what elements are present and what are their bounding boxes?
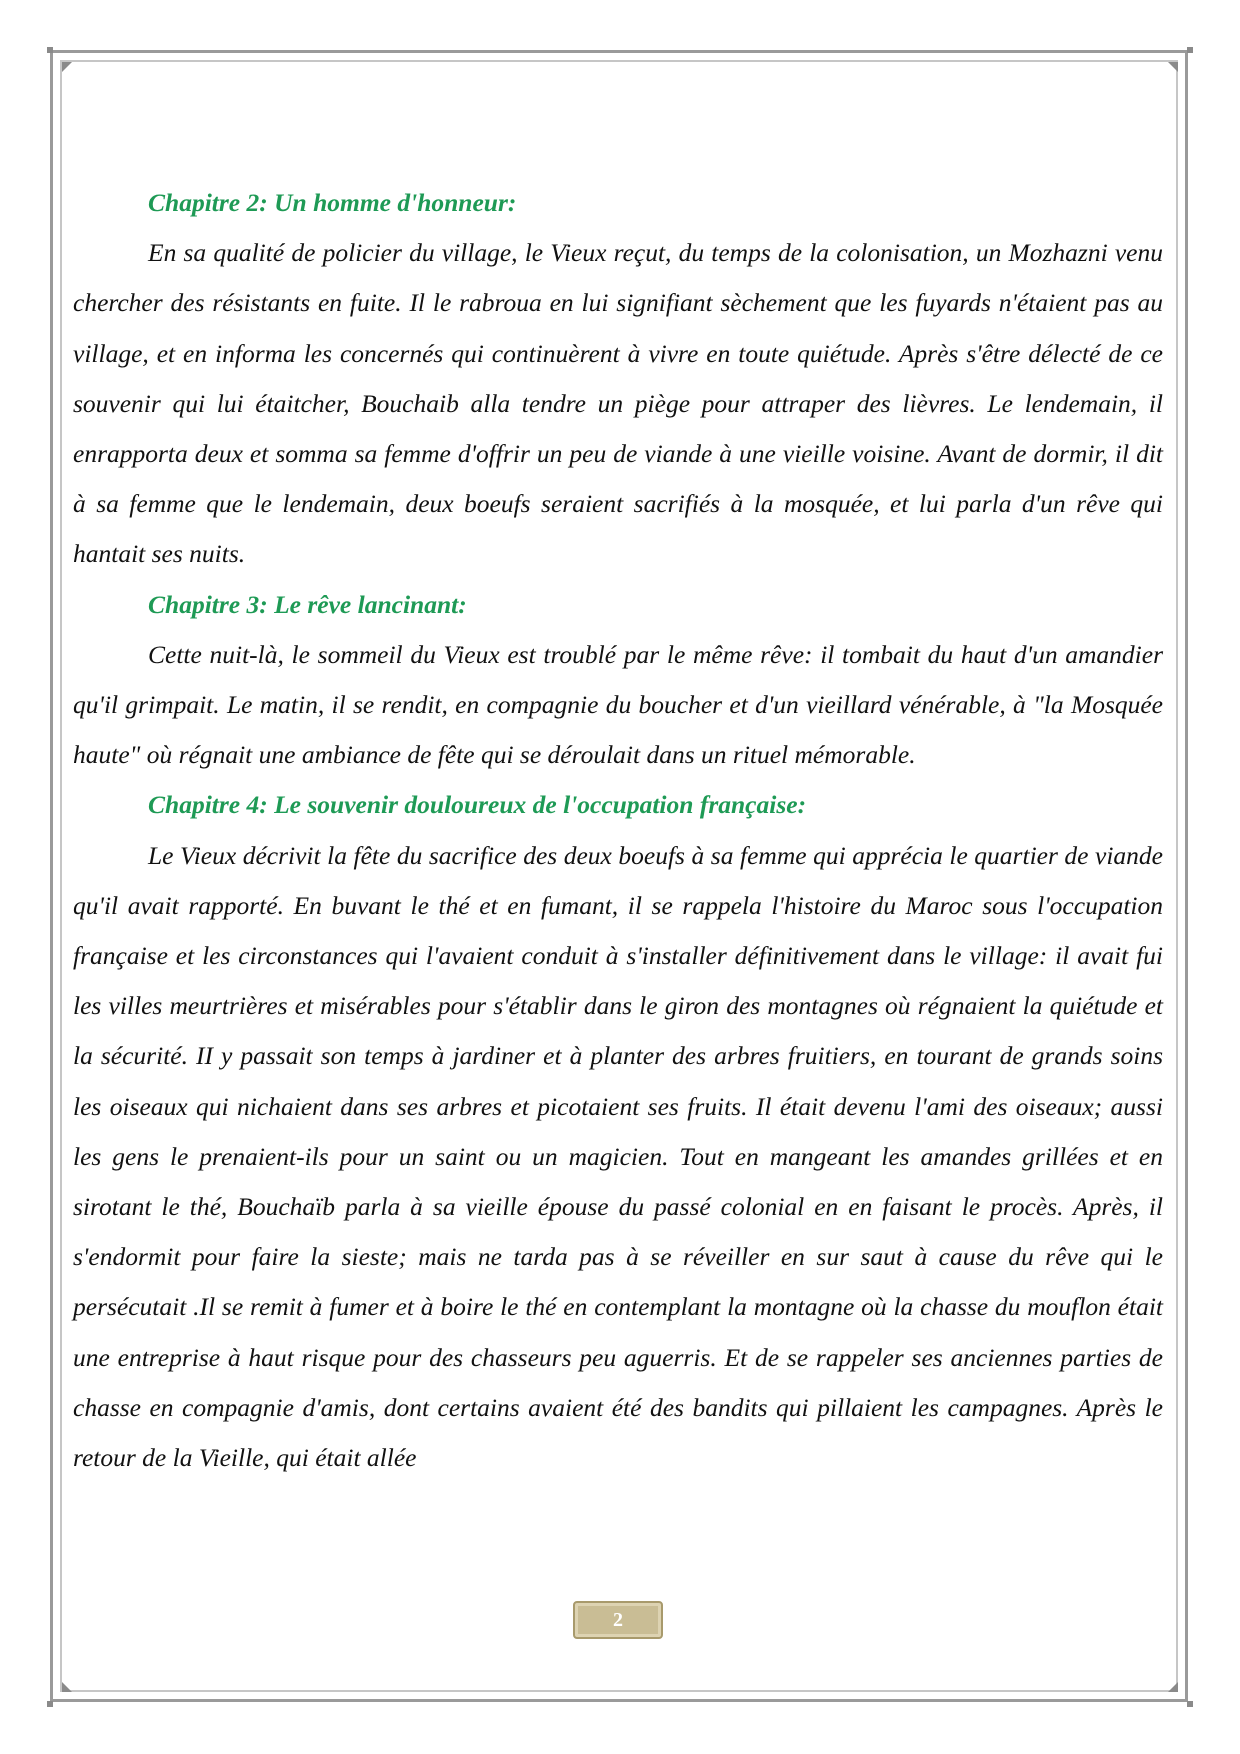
chapter-2-heading: Chapitre 2: Un homme d'honneur: bbox=[148, 188, 517, 217]
chapter-4-paragraph: Le Vieux décrivit la fête du sacrifice des deux boeufs à sa femme qui apprécia le quartier de viande qu'il avait rapporté. En buvant le thé et en fumant, il se rappela l'histoire du Maroc sous l'occupation française et les circonstances qui l'avaient conduit à s'installer définitivement dans le village: il avait fui les villes meurtrières et misérables pour s'établir dans le giron des montagnes où régnaient la quiétude et la sécurité. II y passait son temps à jardiner et à planter des arbres fruitiers, en tourant de grands soins les oiseaux qui nichaient dans ses arbres et picotaient ses fruits. Il était devenu l'ami des oiseaux; aussi les gens le prenaient-ils pour un saint ou un magicien. Tout en mangeant les amandes grillées et en sirotant le thé, Bouchaïb parla à sa vieille épouse du passé colonial en en faisant le procès. Après, il s'endormit pour faire la sieste; mais ne tarda pas à se réveiller en sur saut à cause du rêve qui le persécutait .Il se remit à fumer et à boire le thé en contemplant la montagne où la chasse du mouflon était une entreprise à haut risque pour des chasseurs peu aguerris. Et de se rappeler ses anciennes parties de chasse en compagnie d'amis, dont certains avaient été des bandits qui pillaient les campagnes. Après le retour de la Vieille, qui était allée bbox=[73, 840, 1163, 1473]
chapter-2-paragraph: En sa qualité de policier du village, le Vieux reçut, du temps de la colonisation, un Mozhazni venu chercher des résistants en fuite. Il le rabroua en lui signifiant sèchement que les fuyards n'étaient pas au village, et en informa les concernés qui continuèrent à vivre en toute quiétude. Après s'être délecté de ce souvenir qui lui étaitcher, Bouchaib alla tendre un piège pour attraper des lièvres. Le lendemain, il enrapporta deux et somma sa femme d'offrir un peu de viande à une vieille voisine. Avant de dormir, il dit à sa femme que le lendemain, deux boeufs seraient sacrifiés à la mosquée, et lui parla d'un rêve qui hantait ses nuits. bbox=[73, 238, 1163, 569]
border-dot bbox=[47, 1701, 53, 1707]
border-dot bbox=[1187, 47, 1193, 53]
page-number: 2 bbox=[613, 1608, 623, 1631]
corner-ornament-top-left bbox=[62, 62, 72, 72]
border-dot bbox=[1187, 1701, 1193, 1707]
chapter-4-heading: Chapitre 4: Le souvenir douloureux de l'occupation française: bbox=[148, 790, 807, 820]
document-body bbox=[73, 178, 1163, 1483]
chapter-3-heading: Chapitre 3: Le rêve lancinant: bbox=[148, 589, 467, 619]
corner-ornament-top-right bbox=[1168, 62, 1178, 72]
border-dot bbox=[47, 47, 53, 53]
corner-ornament-bottom-right bbox=[1168, 1682, 1178, 1692]
corner-ornament-bottom-left bbox=[62, 1682, 72, 1692]
chapter-3-paragraph: Cette nuit-là, le sommeil du Vieux est troublé par le même rêve: il tombait du haut d'un amandier qu'il grimpait. Le matin, il se rendit, en compagnie du boucher et d'un vieillard vénérable, à "la Mosquée haute" où régnait une ambiance de fête qui se déroulait dans un rituel mémorable. bbox=[73, 639, 1163, 770]
page-number-badge bbox=[573, 1601, 663, 1639]
